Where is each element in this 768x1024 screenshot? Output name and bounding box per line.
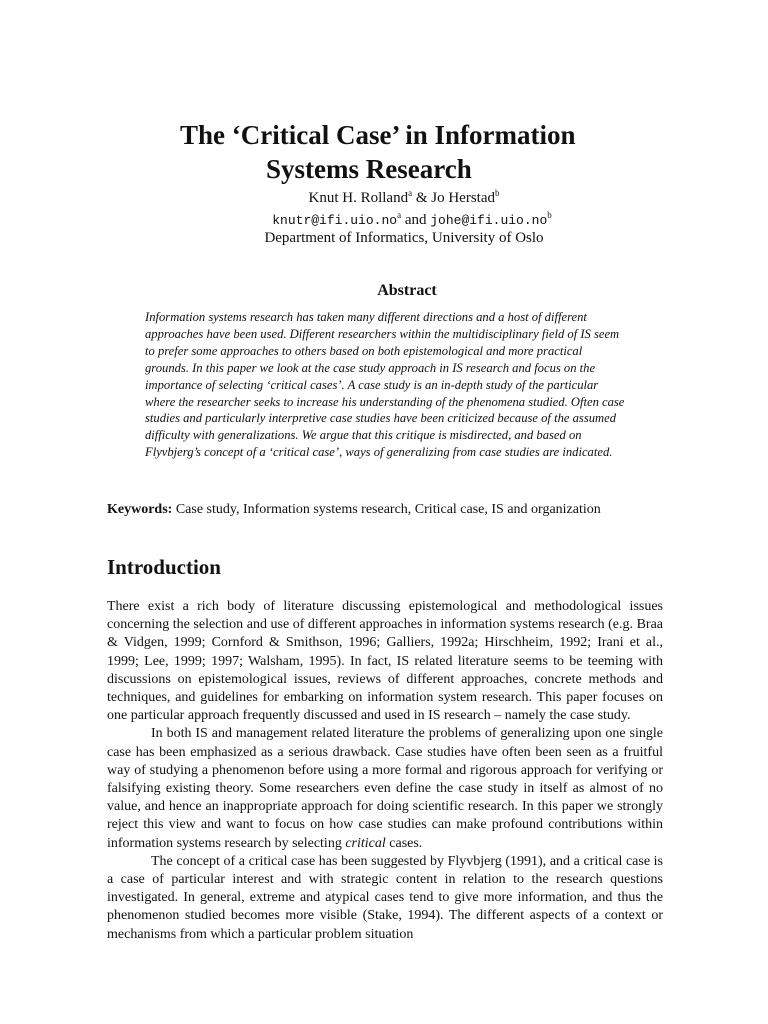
paper-title bbox=[180, 118, 700, 186]
author-emails bbox=[28, 210, 768, 229]
email-and: and bbox=[404, 212, 427, 228]
keywords-text: Case study, Information systems research, Critical case, IS and organization bbox=[175, 502, 601, 517]
intro-paragraph-2-text: In both IS and management related literature the problems of generalizing upon one single case has been emphasized as a serious drawback. Case studies have often been seen as a fruitful way of studying a phenomenon before using a more formal and rigorous approach for verifying or falsifying existing theory. Some researchers even define the case study in itself as almost of no value, and hence an inappropriate approach for doing scientific research. In this paper we strongly reject this view and want to focus on how case studies can make profound contributions within information systems research by selecting bbox=[107, 726, 663, 851]
affiliation: Department of Informatics, University of Oslo bbox=[264, 230, 544, 246]
introduction-body bbox=[107, 598, 663, 944]
abstract-heading: Abstract bbox=[377, 282, 437, 299]
email-2[interactable]: johe@ifi.uio.no bbox=[430, 213, 548, 228]
title-line-1: The ‘Critical Case’ in Information bbox=[180, 120, 576, 150]
introduction-heading: Introduction bbox=[107, 555, 221, 579]
author-ampersand: & bbox=[415, 190, 428, 206]
email-1-sup: a bbox=[397, 210, 402, 220]
email-1[interactable]: knutr@ifi.uio.no bbox=[272, 213, 398, 228]
abstract-text: Information systems research has taken many different directions and a host of different approaches have been used. Different researchers within the multidisciplinary field of IS seem to prefer some approaches to others based on both epistemological and more practical grounds. In this paper we look at the case study approach in IS research and focus on the importance of selecting ‘critical cases’. A case study is an in-depth study of the particular where the researcher seeks to increase his understanding of the phenomena studied. Often case studies and particularly interpretive case studies have been criticized because of the assumed difficulty with generalizations. We argue that this critique is misdirected, and based on Flyvbjerg’s concept of a ‘critical case’, ways of generalizing from case studies are indicated. bbox=[145, 310, 625, 460]
keywords-label: Keywords: bbox=[107, 502, 173, 517]
email-2-sup: b bbox=[547, 210, 552, 220]
intro-paragraph-2-end: cases. bbox=[385, 835, 423, 851]
author-1: Knut H. Rolland bbox=[308, 190, 409, 206]
author-names bbox=[20, 188, 768, 207]
keywords bbox=[107, 502, 601, 518]
author-2-sup: b bbox=[495, 188, 500, 198]
author-2: Jo Herstad bbox=[431, 190, 495, 206]
author-1-sup: a bbox=[408, 188, 413, 198]
title-line-2: Systems Research bbox=[266, 154, 472, 184]
intro-paragraph-2-emphasis: critical bbox=[345, 835, 386, 851]
intro-paragraph-2 bbox=[107, 725, 663, 852]
intro-paragraph-1: There exist a rich body of literature discussing epistemological and methodological issues concerning the selection and use of different approaches in information systems research (e.g. Braa & Vidgen, 1999; Cornford & Smithson, 1996; Galliers, 1992a; Hirschheim, 1992; Irani et al., 1999; Lee, 1999; 1997; Walsham, 1995). In fact, IS related literature seems to be teeming with discussions on epistemological issues, reviews of different approaches, concrete methods and techniques, and guidelines for embarking on information system research. This paper focuses on one particular approach frequently discussed and used in IS research – namely the case study. bbox=[107, 599, 663, 724]
intro-paragraph-3: The concept of a critical case has been suggested by Flyvbjerg (1991), and a critical case is a case of particular interest and with strategic content in relation to the research questions investigated. In general, extreme and atypical cases tend to give more information, and thus the phenomenon studied becomes more visible (Stake, 1994). The different aspects of a context or mechanisms from which a particular problem situation bbox=[107, 853, 663, 942]
